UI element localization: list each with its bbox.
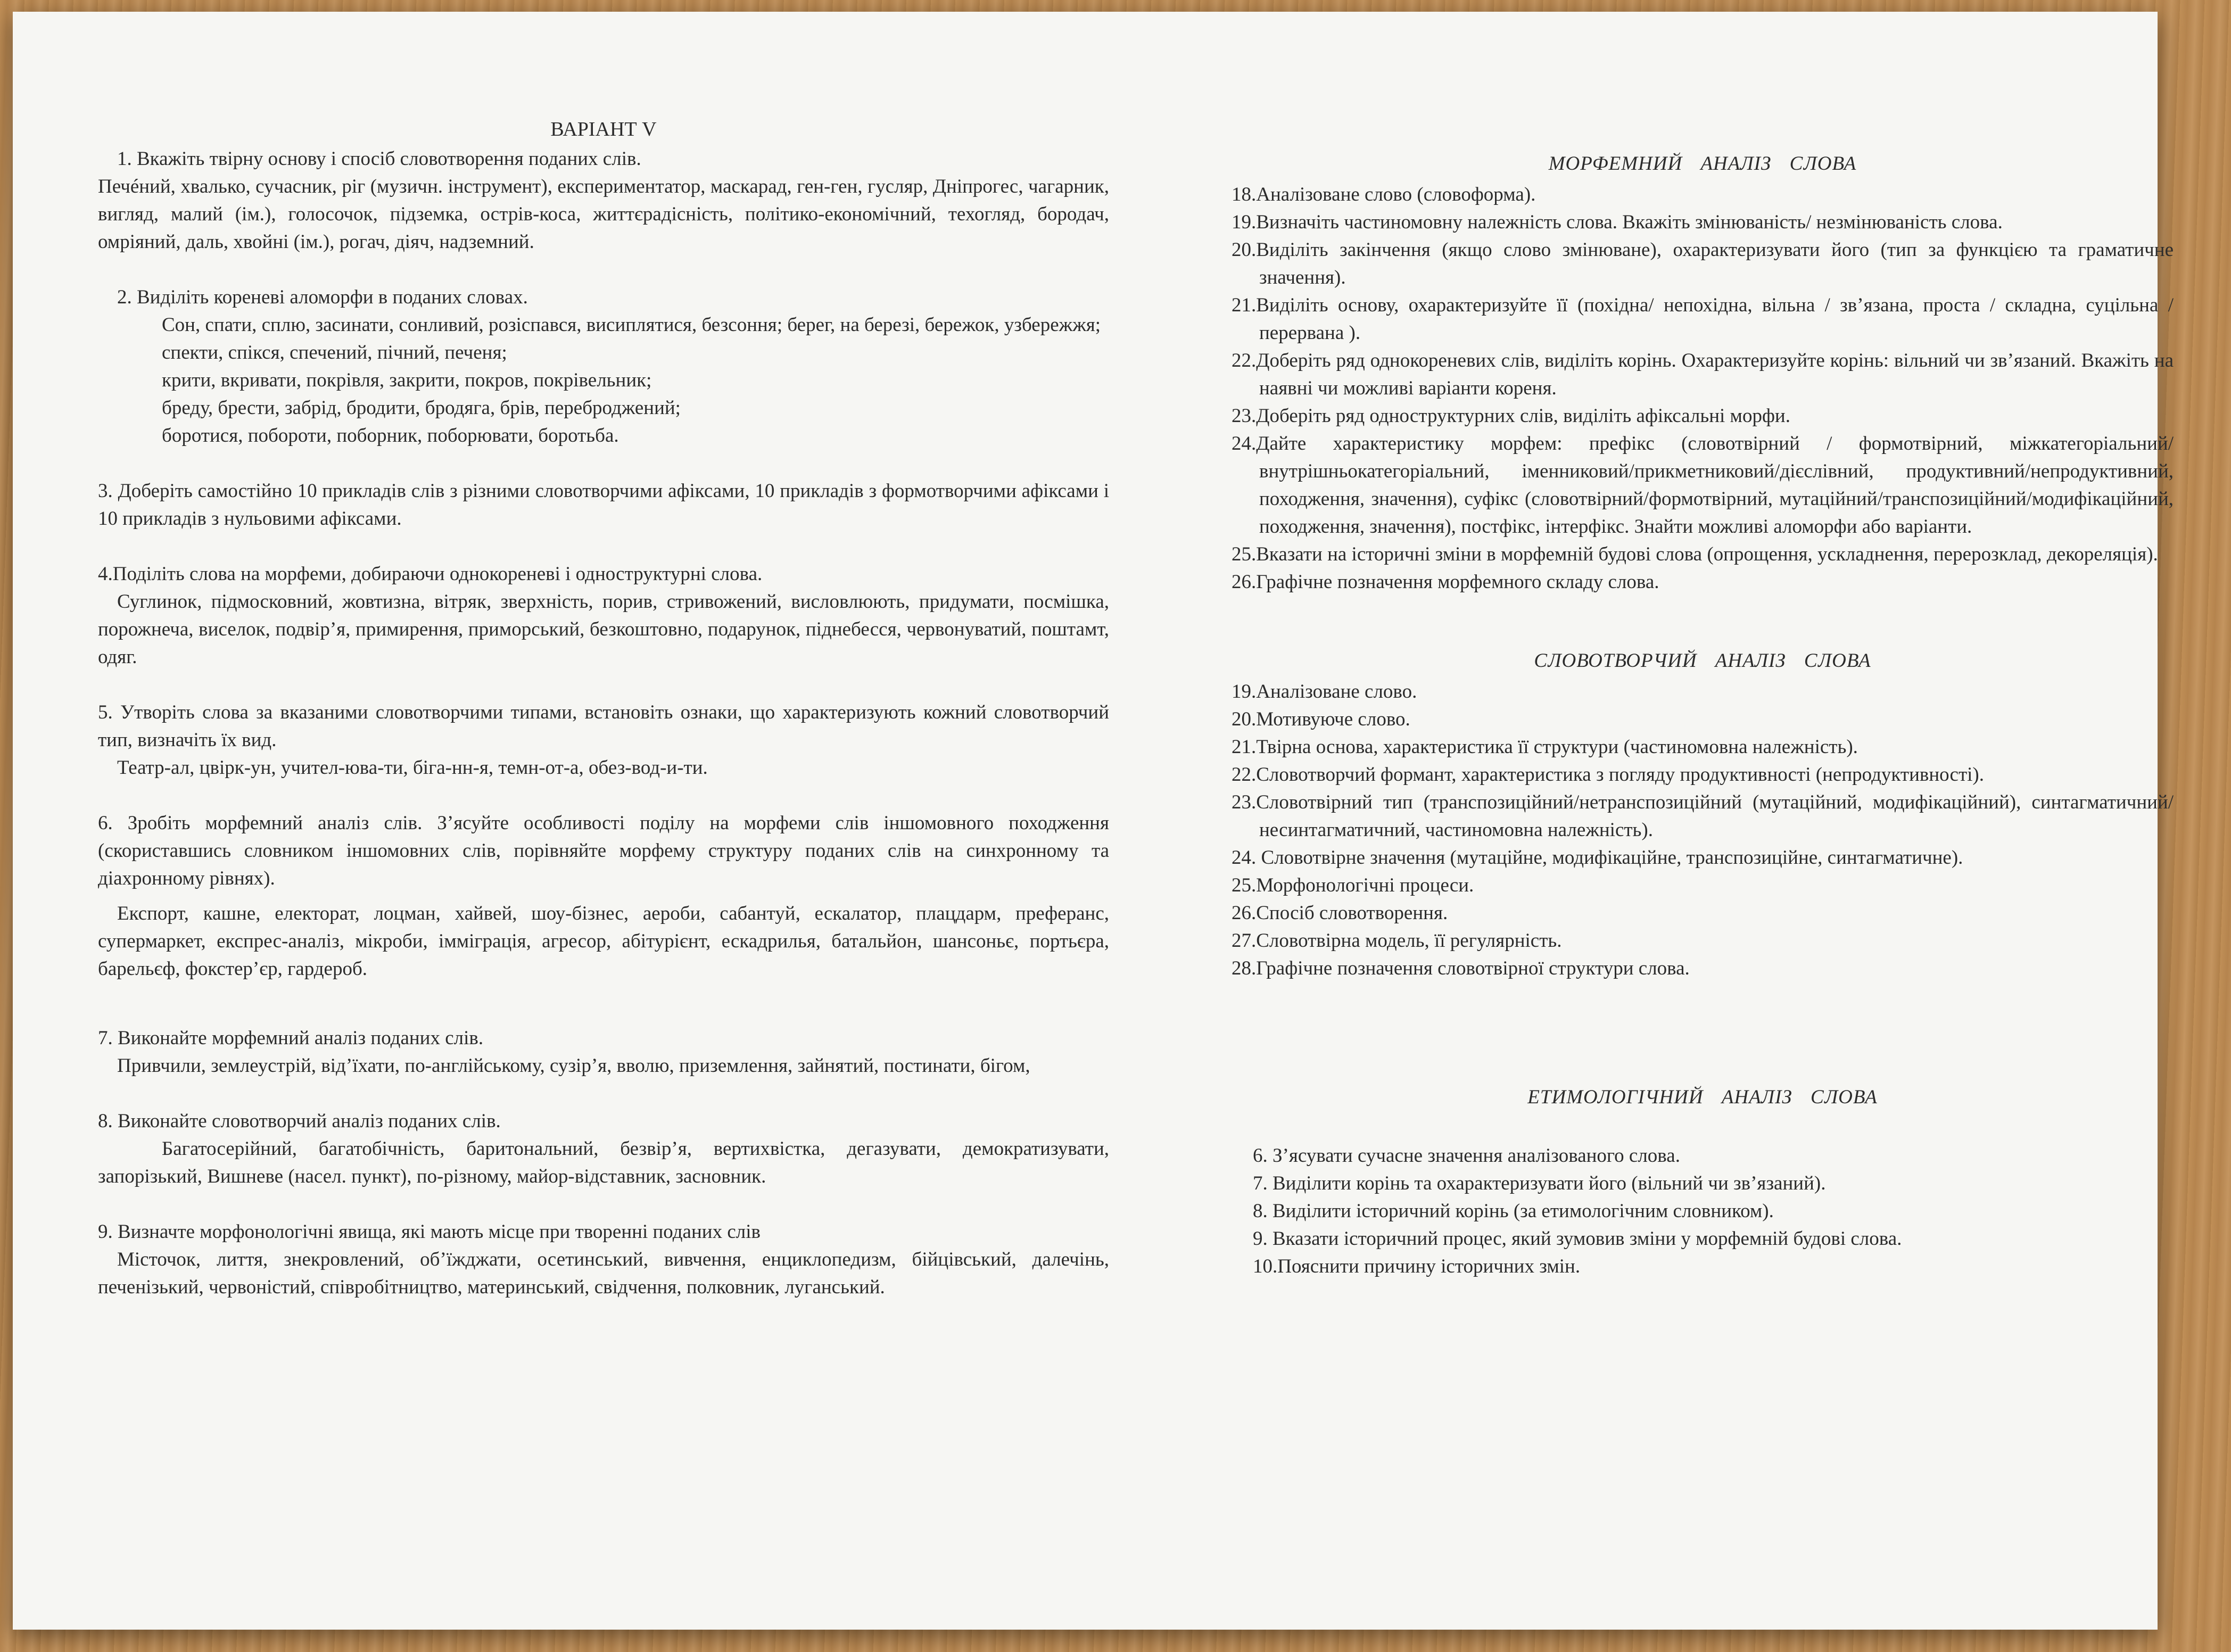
task-1-words: Печéний, хвалько, сучасник, ріг (музичн. інструмент), експериментатор, маскарад, ген-ген, гусляр, Дніпрогес, чагарник, вигляд, малий (ім.), голосочок, підземка, острів-коса, життєрадісність, політико-економічний, техогляд, бородач, омріяний, даль, хвойні (ім.), рогач, діяч, надземний. (98, 176, 1109, 253)
etymological-analysis-item: 6. З’ясувати сучасне значення аналізованого слова. (1253, 1145, 1680, 1167)
morphemic-analysis-item: 20.Виділіть закінчення (якщо слово змінюване), охарактеризувати його (тип за функцією та граматичне значення). (1232, 239, 2174, 288)
derivational-analysis-list (1232, 678, 2174, 982)
task-8-words: Багатосерійний, багатобічність, баритональний, безвір’я, вертихвістка, дегазувати, демократизувати, запорізький, Вишневе (насел. пункт), по-різному, майор-відставник, засновник. (98, 1138, 1109, 1187)
derivational-analysis-item: 26.Спосіб словотворення. (1232, 902, 1448, 924)
task-9-heading: 9. Визначте морфонологічні явища, які мають місце при творенні поданих слів (98, 1221, 761, 1243)
derivational-analysis-item: 19.Аналізоване слово. (1232, 681, 1417, 703)
derivational-analysis-item: 27.Словотвірна модель, її регулярність. (1232, 930, 1562, 952)
morphemic-analysis-item: 25.Вказати на історичні зміни в морфемній будові слова (опрощення, ускладнення, перерозклад, декореляція). (1232, 543, 2158, 565)
morphemic-analysis-title: МОРФЕМНИЙ АНАЛІЗ СЛОВА (1548, 153, 1857, 175)
derivational-analysis-item: 20.Мотивуюче слово. (1232, 708, 1410, 730)
etymological-analysis-item: 7. Виділити корінь та охарактеризувати його (вільний чи зв’язаний). (1253, 1172, 1826, 1194)
task-2-line-4: бреду, брести, забрід, бродити, бродяга, брів, переброджений; (162, 397, 681, 419)
morphemic-analysis-item: 22.Доберіть ряд однокореневих слів, виділіть корінь. Охарактеризуйте корінь: вільний чи зв’язаний. Вкажіть на наявні чи можливі варіанти кореня. (1232, 350, 2174, 399)
task-9-words: Місточок, лиття, знекровлений, об’їжджати, осетинський, вивчення, енциклопедизм, бійцівський, далечінь, печенізький, червоністий, співробітництво, материнський, свідчення, полковник, луганський. (98, 1249, 1109, 1298)
task-6-words: Експорт, кашне, електорат, лоцман, хайвей, шоу-бізнес, аероби, сабантуй, ескалатор, плацдарм, преферанс, супермаркет, експрес-аналіз, мікроби, імміграція, агресор, абітурієнт, ескадрилья, батальйон, шансоньє, портьєра, барельєф, фокстер’єр, гардероб. (98, 903, 1109, 980)
derivational-analysis-item: 24. Словотвірне значення (мутаційне, модифікаційне, транспозиційне, синтагматичне). (1232, 847, 1963, 869)
task-2-line-2: спекти, спікся, спечений, пічний, печеня; (162, 342, 507, 364)
task-2-line-3: крити, вкривати, покрівля, закрити, покров, покрівельник; (162, 369, 652, 391)
task-7-heading: 7. Виконайте морфемний аналіз поданих слів. (98, 1027, 484, 1049)
etymological-analysis-list (1232, 1142, 2174, 1281)
task-3: 3. Доберіть самостійно 10 прикладів слів з різними словотворчими афіксами, 10 прикладів з формотворчими афіксами і 10 прикладів з нульовими афіксами. (98, 480, 1109, 530)
variant-title: ВАРІАНТ V (550, 118, 657, 141)
morphemic-analysis-list (1232, 181, 2174, 596)
morphemic-analysis-item: 18.Аналізоване слово (словоформа). (1232, 184, 1536, 205)
task-8-heading: 8. Виконайте словотворчий аналіз поданих слів. (98, 1110, 501, 1132)
right-column (1232, 150, 2174, 1281)
derivational-analysis-item: 22.Словотворчий формант, характеристика з погляду продуктивності (непродуктивності). (1232, 764, 1985, 786)
morphemic-analysis-item: 26.Графічне позначення морфемного складу слова. (1232, 571, 1659, 593)
etymological-analysis-item: 8. Виділити історичний корінь (за етимологічним словником). (1253, 1200, 1774, 1222)
etymological-analysis-title: ЕТИМОЛОГІЧНИЙ АНАЛІЗ СЛОВА (1527, 1086, 1878, 1108)
left-column (98, 115, 1109, 1301)
task-2-line-1: Сон, спати, сплю, засинати, сонливий, розіспався, висиплятися, безсоння; берег, на березі, бережок, узбережжя; (162, 314, 1101, 336)
task-5-words: Театр-ал, цвірк-ун, учител-юва-ти, біга-нн-я, темн-от-а, обез-вод-и-ти. (117, 757, 708, 779)
task-7-words: Привчили, землеустрій, від’їхати, по-англійському, сузір’я, вволю, приземлення, зайнятий, постинати, бігом, (117, 1055, 1030, 1077)
morphemic-analysis-item: 23.Доберіть ряд одноструктурних слів, виділіть афіксальні морфи. (1232, 405, 1790, 427)
morphemic-analysis-item: 24.Дайте характеристику морфем: префікс (словотвірний / формотвірний, міжкатегоріальний/внутрішньокатегоріальний, іменниковий/прикметниковий/дієслівний, продуктивний/непродуктивний, походження, значення), суфікс (словотвірний/формотвірний, мутаційний/транспозиційний/модифікаційний, походження, значення), постфікс, інтерфікс. Знайти можливі аломорфи або варіанти. (1232, 433, 2174, 538)
task-5-heading: 5. Утворіть слова за вказаними словотворчими типами, встановіть ознаки, що характеризують кожний словотворчий тип, визначіть їх вид. (98, 701, 1109, 751)
derivational-analysis-title: СЛОВОТВОРЧИЙ АНАЛІЗ СЛОВА (1534, 650, 1871, 672)
etymological-analysis-item: 9. Вказати історичний процес, який зумовив зміни у морфемній будові слова. (1253, 1228, 1902, 1250)
derivational-analysis-item: 28.Графічне позначення словотвірної структури слова. (1232, 957, 1690, 979)
task-2-heading: 2. Виділіть кореневі аломорфи в поданих словах. (117, 286, 528, 308)
derivational-analysis-item: 21.Твірна основа, характеристика її структури (частиномовна належність). (1232, 736, 1858, 758)
derivational-analysis-item: 23.Словотвірний тип (транспозиційний/нетранспозиційний (мутаційний, модифікаційний), синтагматичний/несинтагматичний, частиномовна належність). (1232, 791, 2174, 841)
worksheet-page (13, 12, 2174, 1630)
task-1-heading: 1. Вкажіть твірну основу і спосіб словотворення поданих слів. (117, 148, 641, 170)
task-6-heading: 6. Зробіть морфемний аналіз слів. З’ясуйте особливості поділу на морфеми слів іншомовного походження (скориставшись словником іншомовних слів, порівняйте морфему структуру поданих слів на синхронному та діахронному рівнях). (98, 812, 1109, 889)
morphemic-analysis-item: 21.Виділіть основу, охарактеризуйте її (похідна/ непохідна, вільна / зв’язана, проста / складна, суцільна / перервана ). (1232, 294, 2174, 344)
derivational-analysis-item: 25.Морфонологічні процеси. (1232, 874, 1474, 896)
task-4-words: Суглинок, підмосковний, жовтизна, вітряк, зверхність, порив, стривожений, висловлюють, придумати, посмішка, порожнеча, виселок, подвір’я, примирення, приморський, безкоштовно, подарунок, піднебесся, червонуватий, поштамт, одяг. (98, 591, 1109, 668)
morphemic-analysis-item: 19.Визначіть частиномовну належність слова. Вкажіть змінюваність/ незмінюваність слова. (1232, 211, 2003, 233)
task-2-line-5: боротися, побороти, поборник, поборювати, боротьба. (162, 425, 619, 447)
etymological-analysis-item: 10.Пояснити причину історичних змін. (1253, 1255, 1581, 1277)
task-4-heading: 4.Поділіть слова на морфеми, добираючи однокореневі і одноструктурні слова. (98, 563, 763, 585)
